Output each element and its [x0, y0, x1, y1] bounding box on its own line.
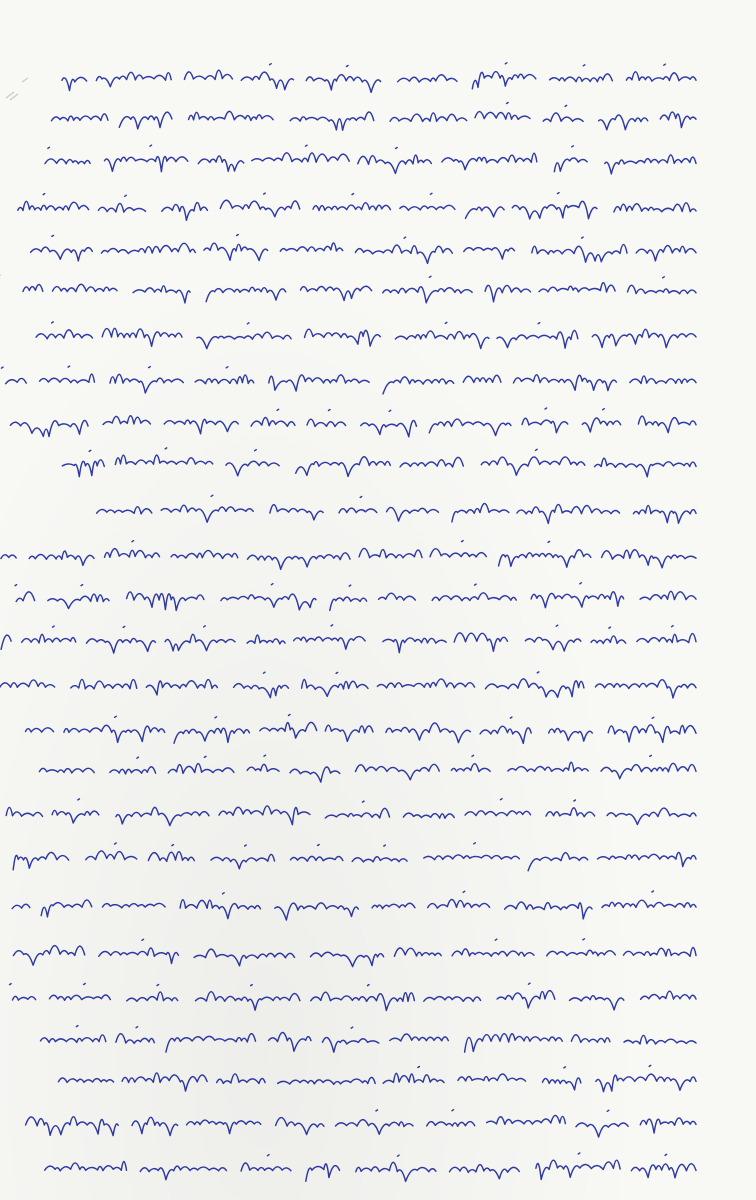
legible-fragments [0, 0, 1, 1]
handwriting-line [0, 362, 700, 392]
handwriting-line [0, 622, 700, 652]
handwriting-line [40, 1022, 700, 1052]
paper-smudge [0, 70, 40, 110]
handwriting-line [10, 580, 700, 610]
handwriting-line [50, 100, 700, 130]
handwriting-line [80, 492, 700, 522]
handwriting-line [10, 980, 700, 1010]
handwriting-line [20, 752, 700, 782]
handwriting-line [0, 538, 700, 568]
handwriting-line [10, 936, 700, 966]
handwriting-line [20, 712, 700, 742]
opening-numeral [0, 0, 1, 1]
handwriting-line [40, 142, 700, 172]
handwriting-line [10, 888, 700, 918]
handwriting-line [50, 1062, 700, 1092]
handwriting-line [20, 1105, 700, 1135]
handwriting-line [10, 840, 700, 870]
handwriting-line [10, 405, 700, 435]
handwriting-line [20, 272, 700, 302]
handwriting-line [60, 445, 700, 475]
handwriting-line [10, 190, 700, 220]
handwriting-line [30, 318, 700, 348]
handwriting-line [0, 668, 700, 698]
handwriting-line [40, 1150, 700, 1180]
handwriting-line [60, 60, 700, 90]
handwriting-line [0, 796, 700, 826]
handwriting-line [30, 232, 700, 262]
